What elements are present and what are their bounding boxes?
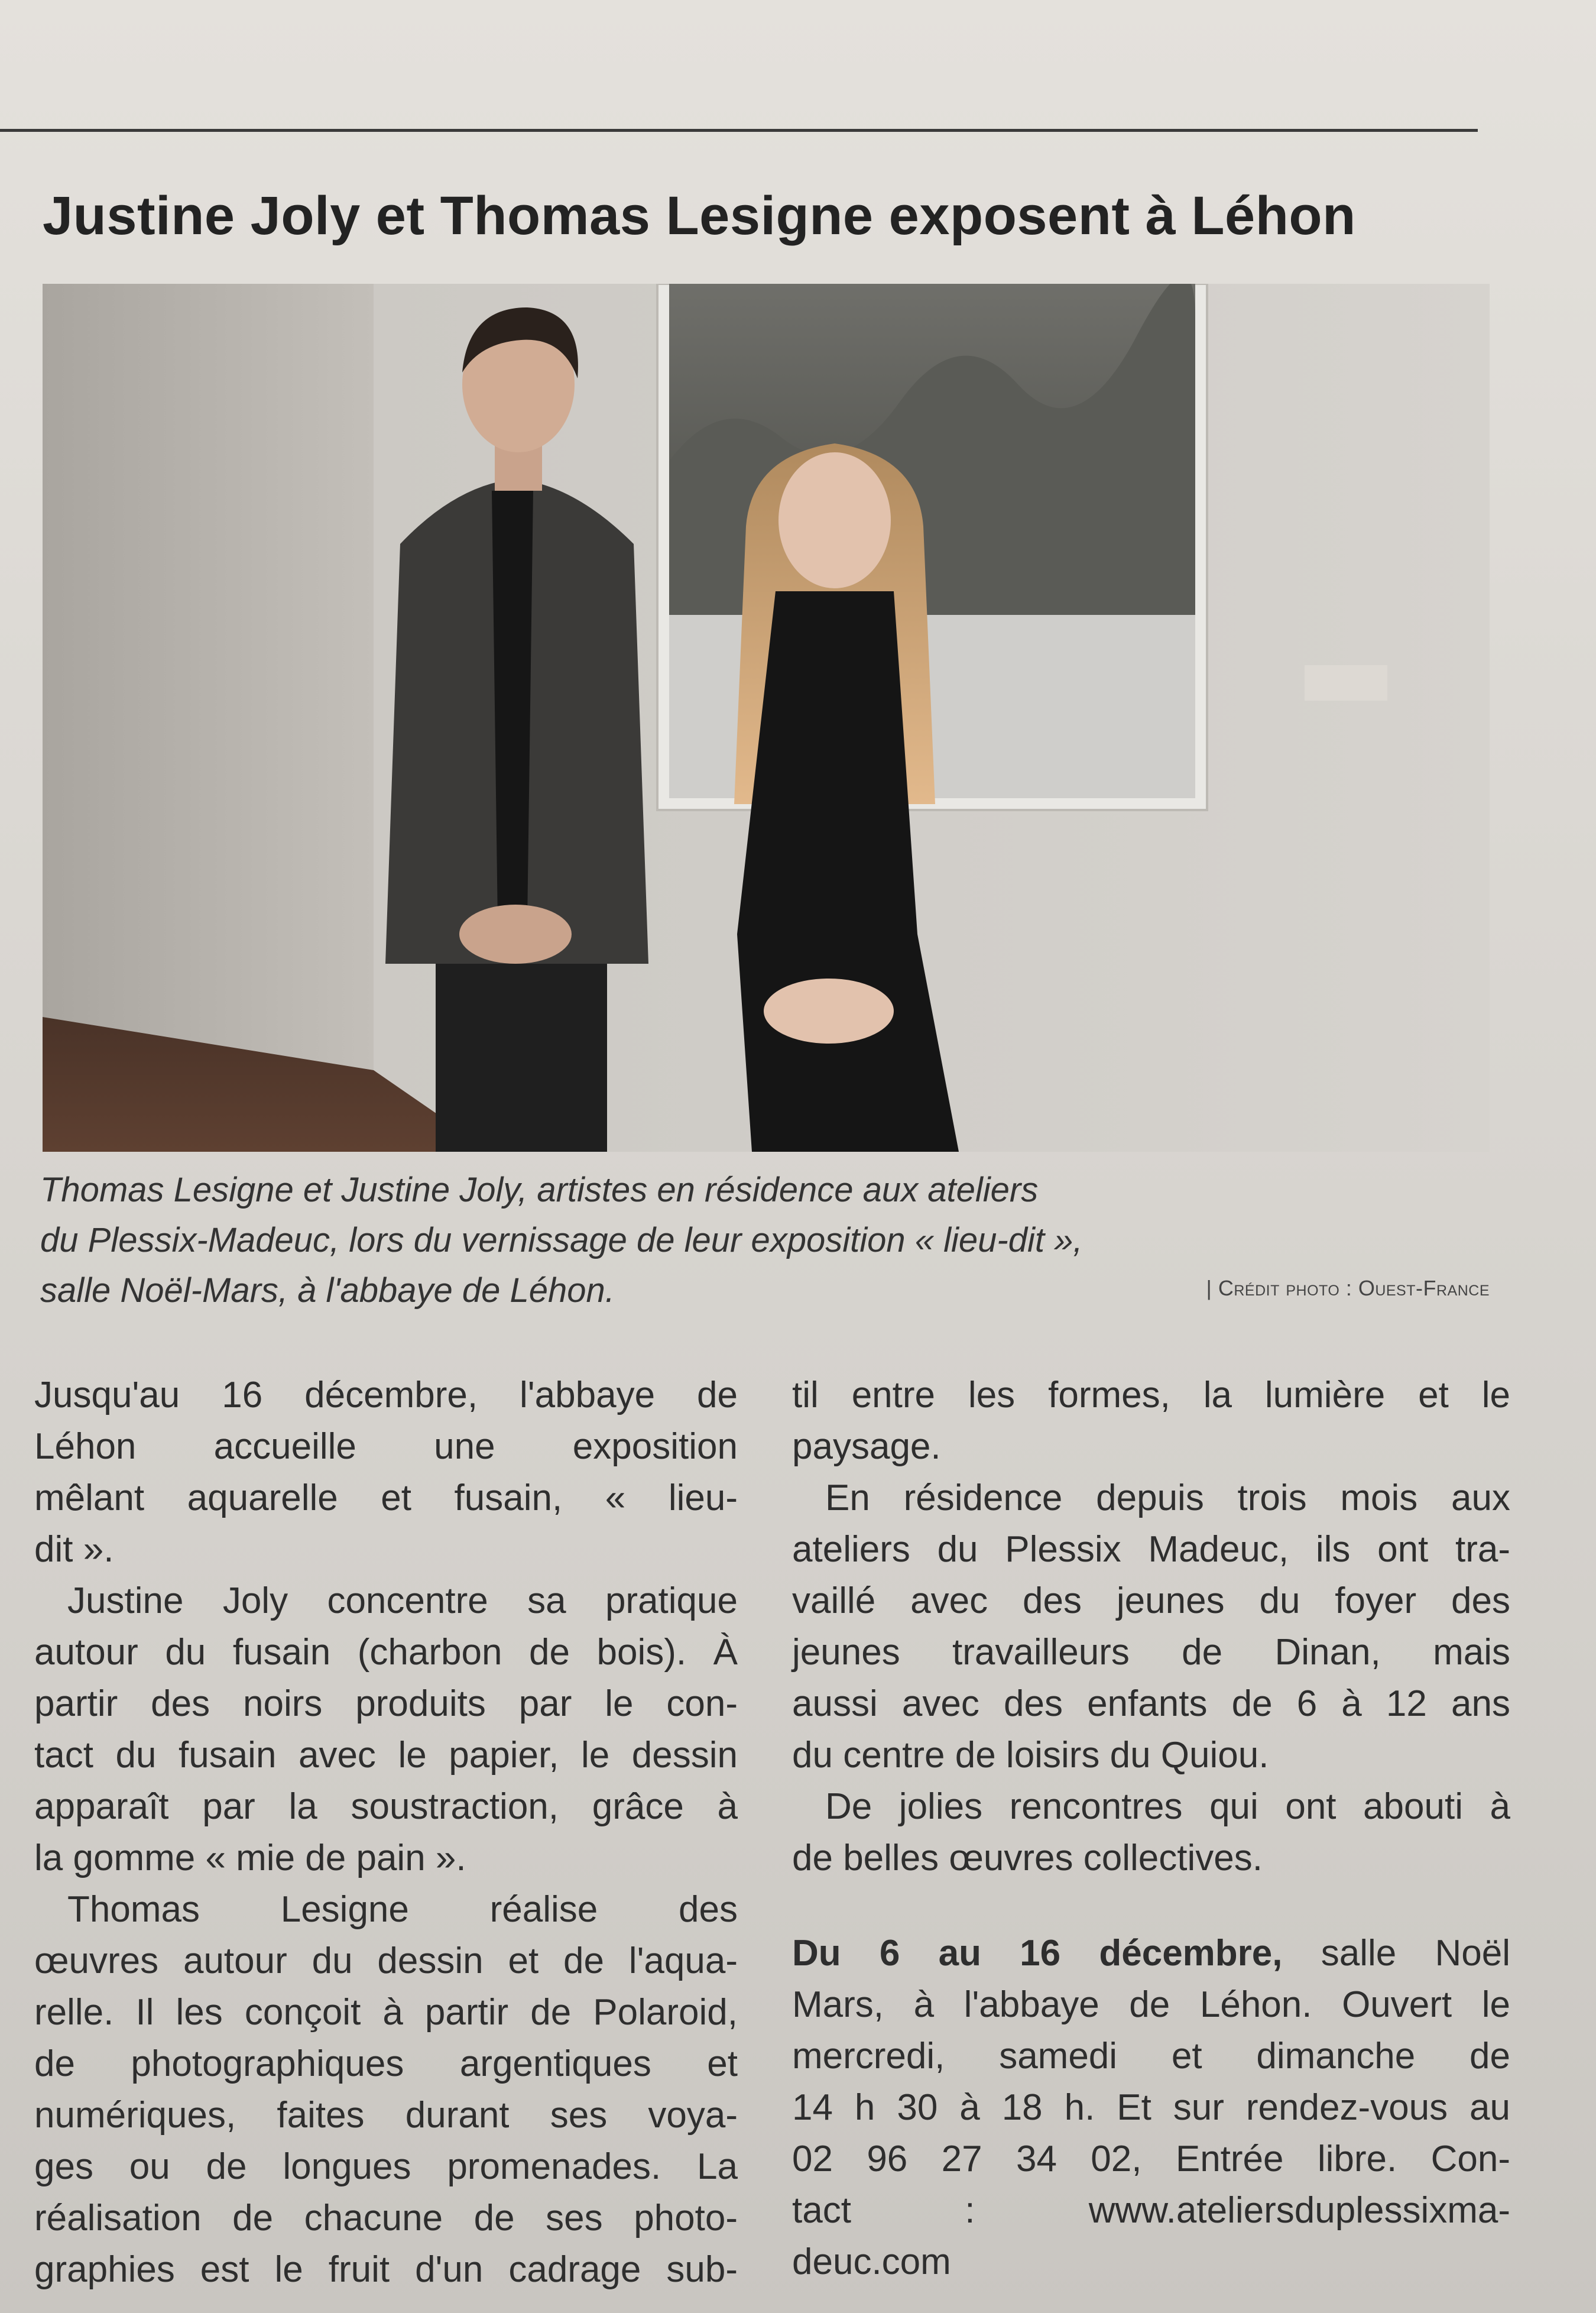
article-text-line: apparaît par la soustraction, grâce à (34, 1786, 738, 1827)
article-text-line: aussi avec des enfants de 6 à 12 ans (792, 1683, 1510, 1724)
article-photo (43, 284, 1490, 1152)
article-text-line: réalisation de chacune de ses photo- (34, 2198, 738, 2239)
article-text-line: mêlant aquarelle et fusain, « lieu- (34, 1478, 738, 1518)
caption-line: du Plessix-Madeuc, lors du vernissage de leur exposition « lieu-dit », (40, 1221, 1083, 1259)
event-info-line: 14 h 30 à 18 h. Et sur rendez-vous au (792, 2087, 1510, 2128)
photo-caption (40, 1165, 1222, 1316)
paragraph-gap (792, 1884, 1510, 1928)
article-text-line: tact du fusain avec le papier, le dessin (34, 1735, 738, 1776)
article-text-line: Thomas Lesigne réalise des (67, 1889, 738, 1930)
event-info-line: Mars, à l'abbaye de Léhon. Ouvert le (792, 1984, 1510, 2025)
article-text-line: la gomme « mie de pain ». (34, 1838, 466, 1878)
article-text-line: ges ou de longues promenades. La (34, 2146, 738, 2187)
event-info-line: mercredi, samedi et dimanche de (792, 2036, 1510, 2076)
article-text-line: De jolies rencontres qui ont abouti à (825, 1786, 1510, 1827)
article-text-line: graphies est le fruit d'un cadrage sub- (34, 2249, 738, 2290)
article-text-line: autour du fusain (charbon de bois). À (34, 1632, 738, 1673)
article-text-line: partir des noirs produits par le con- (34, 1683, 738, 1724)
caption-line: Thomas Lesigne et Justine Joly, artistes en résidence aux ateliers (40, 1171, 1039, 1209)
article-headline: Justine Joly et Thomas Lesigne exposent à Léhon (43, 186, 1356, 246)
event-venue: salle Noël (1282, 1933, 1510, 1974)
event-dates: Du 6 au 16 décembre, (792, 1933, 1283, 1974)
article-text-line: de belles œuvres collectives. (792, 1838, 1263, 1878)
article-text-line: Léhon accueille une exposition (34, 1426, 738, 1467)
article-text-line: numériques, faites durant ses voya- (34, 2095, 738, 2136)
article-text-line: de photographiques argentiques et (34, 2043, 738, 2084)
article-text-line: til entre les formes, la lumière et le (792, 1375, 1510, 1415)
event-info-line (792, 1928, 1510, 1979)
article-text-line: paysage. (792, 1426, 941, 1467)
photo-credit: | Crédit photo : Ouest-France (1206, 1276, 1490, 1300)
article-text-line: relle. Il les conçoit à partir de Polaroid, (34, 1992, 738, 2033)
caption-line: salle Noël-Mars, à l'abbaye de Léhon. (40, 1271, 615, 1310)
article-text-line: œuvres autour du dessin et de l'aqua- (34, 1941, 738, 1981)
article-text-line: dit ». (34, 1529, 114, 1570)
article-text-line: ateliers du Plessix Madeuc, ils ont tra- (792, 1529, 1510, 1570)
article-text-line: jeunes travailleurs de Dinan, mais (792, 1632, 1510, 1673)
article-column-right (792, 1369, 1510, 2288)
article-text-line: Justine Joly concentre sa pratique (67, 1580, 738, 1621)
article-text-line: Jusqu'au 16 décembre, l'abbaye de (34, 1375, 738, 1415)
event-info-line: 02 96 27 34 02, Entrée libre. Con- (792, 2139, 1510, 2179)
event-website-line: deuc.com (792, 2241, 951, 2282)
event-info-line: tact : www.ateliersduplessixma- (792, 2190, 1510, 2231)
article-column-left (34, 1369, 738, 2295)
photo-illustration (43, 284, 1490, 1152)
article-text-line: du centre de loisirs du Quiou. (792, 1735, 1269, 1776)
article-text-line: vaillé avec des jeunes du foyer des (792, 1580, 1510, 1621)
top-rule (0, 129, 1478, 132)
article-text-line: En résidence depuis trois mois aux (825, 1478, 1510, 1518)
